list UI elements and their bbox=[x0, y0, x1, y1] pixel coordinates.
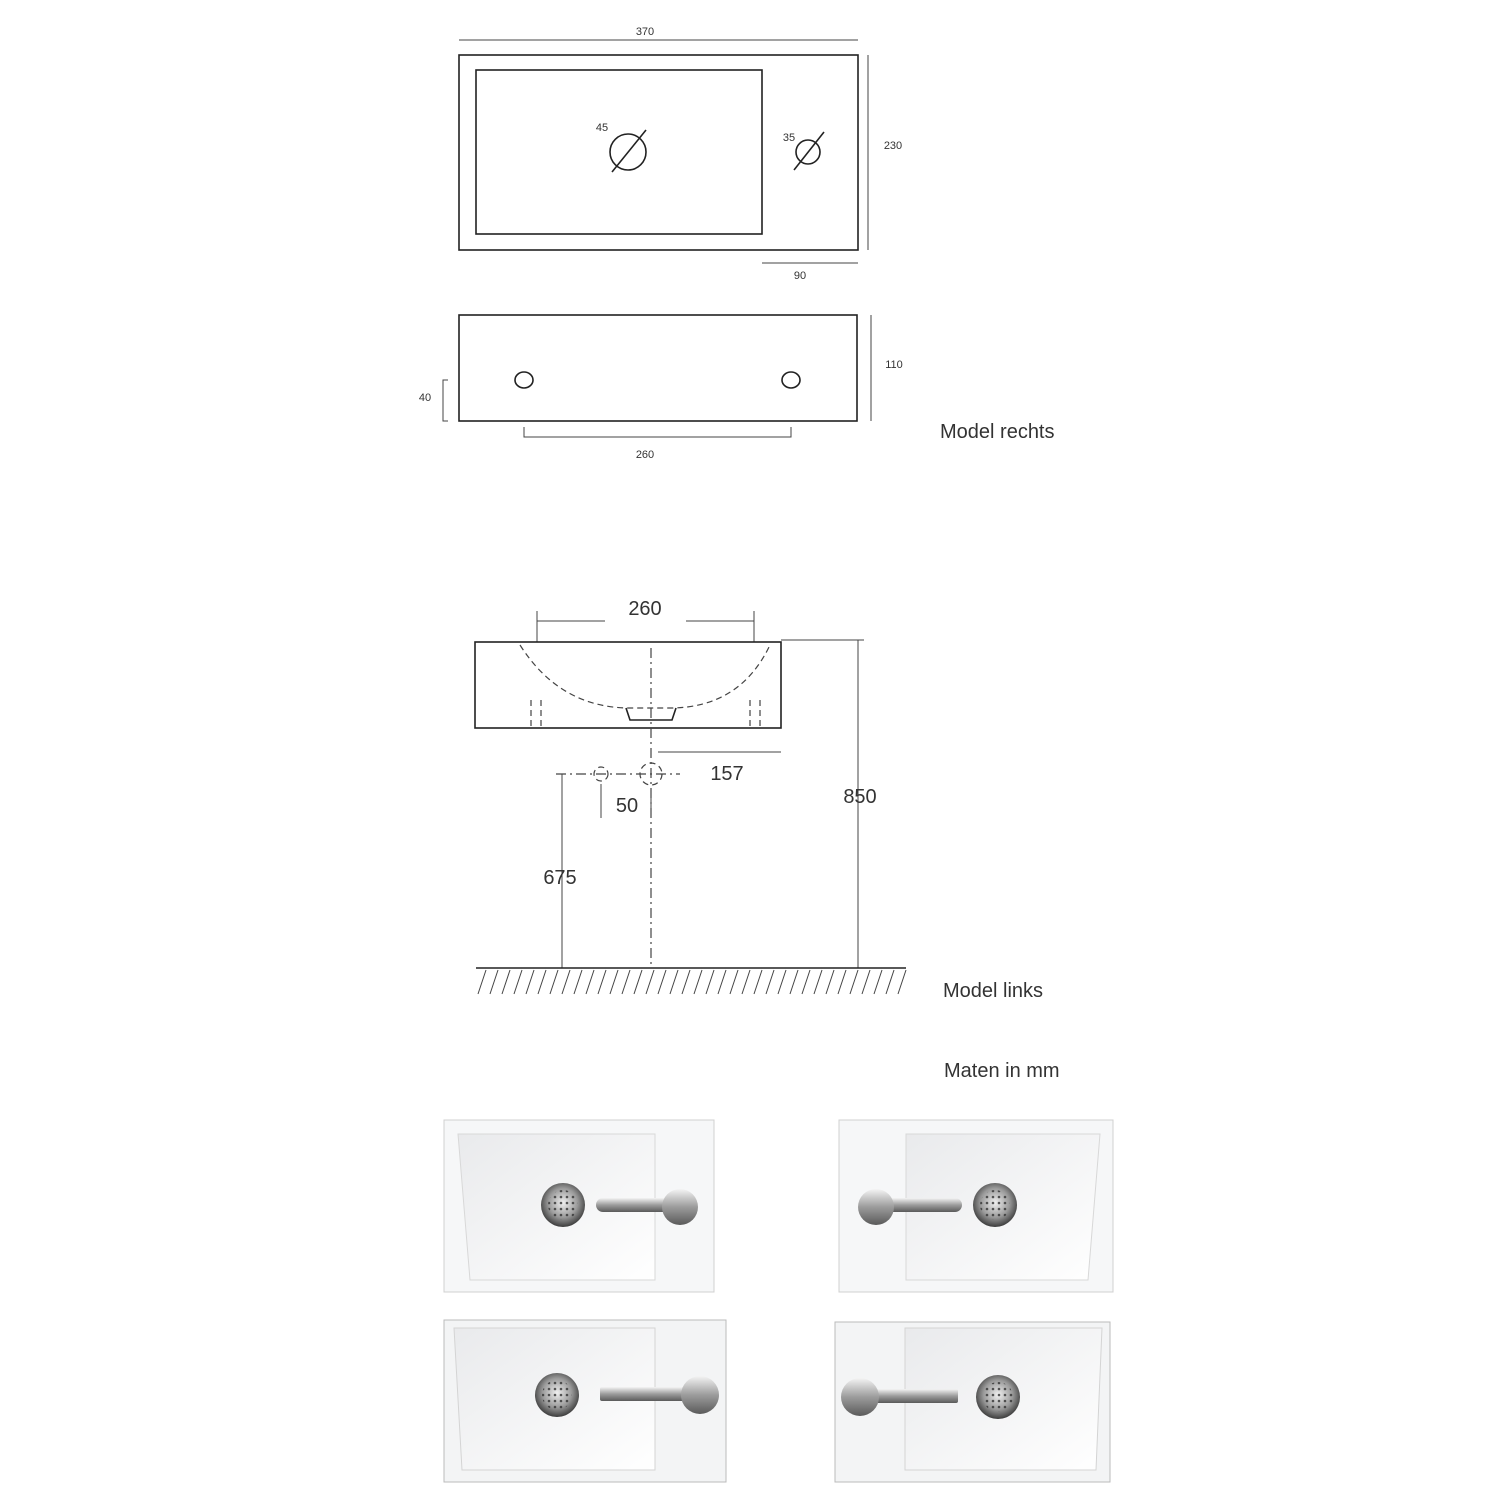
installation-view bbox=[475, 598, 906, 994]
supply-height-label: 675 bbox=[543, 867, 577, 889]
hatch-stroke bbox=[838, 970, 846, 994]
hatch-stroke bbox=[718, 970, 726, 994]
hatch-stroke bbox=[682, 970, 690, 994]
caption-units: Maten in mm bbox=[944, 1060, 1060, 1082]
hatch-stroke bbox=[574, 970, 582, 994]
hatch-stroke bbox=[658, 970, 666, 994]
hatch-stroke bbox=[826, 970, 834, 994]
hatch-stroke bbox=[802, 970, 810, 994]
hatch-stroke bbox=[670, 970, 678, 994]
faucet-spout bbox=[600, 1387, 690, 1401]
mounting-hole-right bbox=[782, 372, 800, 388]
hatch-stroke bbox=[898, 970, 906, 994]
tap-diameter-label: 35 bbox=[782, 132, 796, 144]
caption-model-left: Model links bbox=[943, 980, 1044, 1002]
fixing-right bbox=[750, 700, 760, 726]
hatch-stroke bbox=[610, 970, 618, 994]
hatch-stroke bbox=[478, 970, 486, 994]
product-photo-2 bbox=[839, 1120, 1113, 1292]
product-photo-3 bbox=[444, 1320, 726, 1482]
faucet-body bbox=[662, 1189, 698, 1225]
supply-spacing-label: 50 bbox=[615, 795, 639, 817]
top-view bbox=[459, 26, 902, 282]
hatch-stroke bbox=[550, 970, 558, 994]
hatch-stroke bbox=[742, 970, 750, 994]
hatch-stroke bbox=[502, 970, 510, 994]
hatch-stroke bbox=[562, 970, 570, 994]
product-photo-4 bbox=[835, 1322, 1110, 1482]
hatch-stroke bbox=[514, 970, 522, 994]
hatch-stroke bbox=[850, 970, 858, 994]
hatch-stroke bbox=[874, 970, 882, 994]
hole-height-bracket bbox=[443, 380, 448, 421]
faucet-body bbox=[841, 1378, 879, 1416]
hatch-stroke bbox=[730, 970, 738, 994]
basin-outline-top bbox=[459, 55, 858, 250]
hatch-stroke bbox=[526, 970, 534, 994]
hatch-stroke bbox=[598, 970, 606, 994]
bowl-section-hidden-line bbox=[520, 645, 770, 708]
hatch-stroke bbox=[622, 970, 630, 994]
height-label: 110 bbox=[885, 359, 903, 371]
hatch-stroke bbox=[490, 970, 498, 994]
hatch-stroke bbox=[862, 970, 870, 994]
hatch-stroke bbox=[706, 970, 714, 994]
hatch-stroke bbox=[790, 970, 798, 994]
front-view bbox=[419, 315, 903, 461]
drain-diameter-label: 45 bbox=[595, 122, 609, 134]
caption-model-right: Model rechts bbox=[940, 421, 1055, 443]
hole-spacing-label: 260 bbox=[635, 449, 655, 461]
basin-height-label: 850 bbox=[843, 786, 877, 808]
mounting-hole-left bbox=[515, 372, 533, 388]
width-label: 370 bbox=[635, 26, 655, 38]
faucet-body bbox=[858, 1189, 894, 1225]
hole-spacing-bracket bbox=[524, 427, 791, 437]
hatch-stroke bbox=[766, 970, 774, 994]
faucet-spout bbox=[868, 1389, 958, 1403]
hatch-stroke bbox=[814, 970, 822, 994]
hatch-stroke bbox=[586, 970, 594, 994]
drain-offset-label: 157 bbox=[710, 763, 744, 785]
faucet-body bbox=[681, 1376, 719, 1414]
basin-outline-front bbox=[459, 315, 857, 421]
hatch-stroke bbox=[538, 970, 546, 994]
fixing-left bbox=[531, 700, 541, 726]
install-width-label: 260 bbox=[628, 598, 662, 620]
hatch-stroke bbox=[694, 970, 702, 994]
hatch-stroke bbox=[754, 970, 762, 994]
hole-height-label: 40 bbox=[418, 392, 432, 404]
hatch-stroke bbox=[778, 970, 786, 994]
hatch-stroke bbox=[886, 970, 894, 994]
hatch-stroke bbox=[646, 970, 654, 994]
depth-label: 230 bbox=[883, 140, 903, 152]
floor-hatching bbox=[478, 970, 906, 994]
hatch-stroke bbox=[634, 970, 642, 994]
side-offset-label: 90 bbox=[793, 270, 807, 282]
product-photo-1 bbox=[444, 1120, 714, 1292]
bowl-outline-top bbox=[476, 70, 762, 234]
